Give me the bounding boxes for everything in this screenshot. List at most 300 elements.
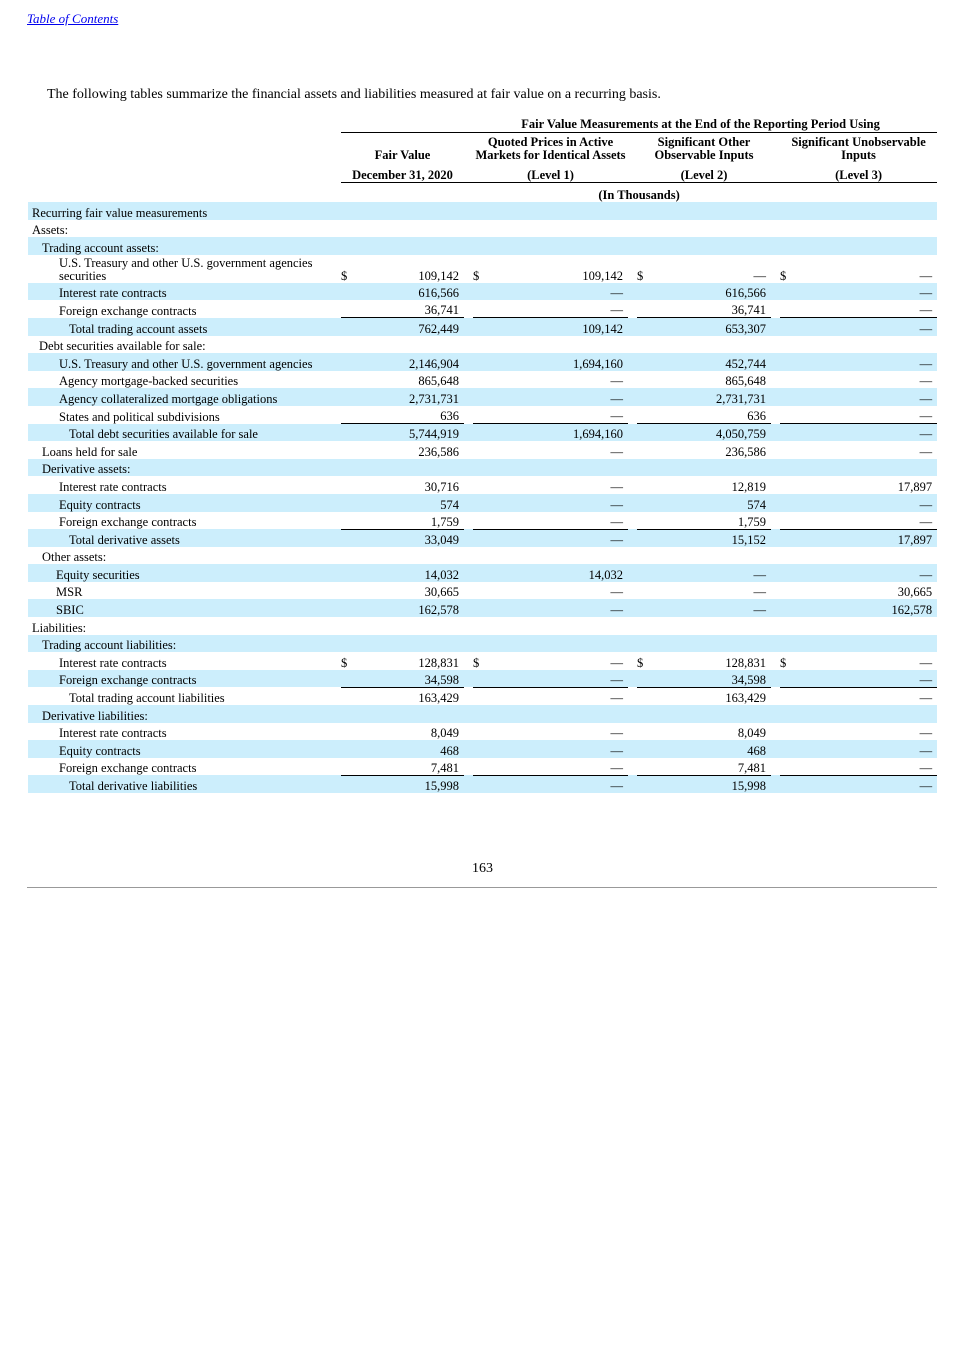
column-gap — [628, 670, 637, 688]
table-row — [28, 564, 937, 582]
value-cell: 468 — [355, 740, 464, 758]
column-gap — [771, 635, 780, 653]
value-cell: — — [487, 740, 628, 758]
currency-symbol — [637, 318, 651, 336]
value-cell: — — [794, 424, 937, 442]
column-gap — [771, 740, 780, 758]
currency-symbol — [637, 723, 651, 741]
value-cell: — — [487, 599, 628, 617]
row-label: States and political subdivisions — [59, 409, 220, 424]
col-level1-title: Quoted Prices in Active Markets for Identical Assets — [475, 135, 626, 162]
column-gap — [464, 617, 473, 635]
table-row — [28, 775, 937, 793]
currency-symbol — [637, 617, 651, 635]
currency-symbol — [341, 635, 355, 653]
column-gap — [771, 459, 780, 477]
currency-symbol — [473, 388, 487, 406]
currency-symbol — [637, 670, 651, 688]
value-cell — [651, 635, 771, 653]
column-gap — [771, 652, 780, 670]
value-cell: — — [753, 585, 766, 600]
header-sub-row — [28, 162, 937, 183]
table-row — [28, 652, 937, 670]
column-gap — [464, 237, 473, 255]
value-cell: 15,152 — [651, 529, 771, 547]
currency-symbol — [341, 547, 355, 565]
value-cell: — — [487, 758, 628, 776]
currency-symbol — [637, 758, 651, 776]
value-cell: 14,032 — [355, 564, 464, 582]
currency-symbol — [473, 512, 487, 530]
column-gap — [464, 406, 473, 424]
col-level3-title: Significant Unobservable Inputs — [791, 135, 926, 162]
currency-symbol — [780, 687, 794, 705]
currency-symbol — [341, 740, 355, 758]
currency-symbol: $ — [780, 655, 787, 670]
currency-symbol — [341, 353, 355, 371]
row-label: Total derivative liabilities — [28, 775, 341, 793]
currency-symbol — [780, 388, 794, 406]
value-cell: 109,142 — [582, 268, 623, 283]
value-cell: — — [919, 655, 933, 670]
value-cell — [651, 336, 771, 354]
currency-symbol — [473, 705, 487, 723]
value-cell: 1,694,160 — [487, 353, 628, 371]
row-label: Total trading account assets — [28, 318, 341, 336]
value-cell: 1,694,160 — [487, 424, 628, 442]
table-row — [28, 476, 937, 494]
column-gap — [628, 336, 637, 354]
currency-symbol — [780, 441, 794, 459]
value-cell: 1,759 — [651, 512, 771, 530]
currency-symbol — [473, 237, 487, 255]
fair-value-table-container — [28, 114, 937, 793]
value-cell: 7,481 — [355, 758, 464, 776]
table-row — [28, 758, 937, 776]
intro-paragraph: The following tables summarize the financial assets and liabilities measured at fair value on a recurring basis. — [47, 87, 661, 102]
column-gap — [771, 687, 780, 705]
currency-symbol — [637, 237, 651, 255]
currency-symbol: $ — [341, 268, 348, 283]
column-gap — [628, 459, 637, 477]
column-gap — [464, 424, 473, 442]
value-cell — [487, 237, 628, 255]
currency-symbol — [341, 476, 355, 494]
table-row — [28, 255, 937, 283]
column-gap — [464, 255, 473, 283]
column-gap — [771, 255, 780, 283]
column-gap — [464, 582, 473, 600]
currency-symbol — [637, 547, 651, 565]
value-cell: 616,566 — [651, 283, 771, 301]
value-cell: 8,049 — [430, 726, 459, 741]
value-cell: 452,744 — [651, 353, 771, 371]
row-label: Interest rate contracts — [59, 726, 167, 741]
currency-symbol — [473, 476, 487, 494]
currency-symbol — [341, 529, 355, 547]
column-gap — [771, 388, 780, 406]
row-label: Foreign exchange contracts — [59, 303, 197, 318]
value-cell — [487, 202, 628, 220]
currency-symbol — [637, 220, 651, 238]
value-cell: — — [919, 268, 933, 283]
currency-symbol — [473, 424, 487, 442]
column-gap — [771, 406, 780, 424]
row-label: Debt securities available for sale: — [39, 339, 206, 354]
column-gap — [771, 564, 780, 582]
value-cell: — — [794, 564, 937, 582]
currency-symbol — [341, 371, 355, 389]
currency-symbol — [473, 406, 487, 424]
value-cell: 12,819 — [731, 479, 766, 494]
value-cell — [355, 336, 464, 354]
value-cell: — — [919, 726, 933, 741]
currency-symbol — [473, 758, 487, 776]
value-cell: — — [794, 670, 937, 688]
currency-symbol — [780, 300, 794, 318]
currency-symbol: $ — [637, 268, 644, 283]
currency-symbol — [473, 202, 487, 220]
currency-symbol — [473, 220, 487, 238]
column-gap — [464, 202, 473, 220]
value-cell: — — [794, 300, 937, 318]
column-gap — [628, 220, 637, 238]
column-gap — [628, 237, 637, 255]
value-cell: — — [794, 283, 937, 301]
currency-symbol — [341, 202, 355, 220]
currency-symbol — [473, 353, 487, 371]
column-gap — [628, 687, 637, 705]
currency-symbol — [637, 582, 651, 600]
row-label: Trading account liabilities: — [28, 635, 341, 653]
value-cell — [651, 202, 771, 220]
column-gap — [628, 740, 637, 758]
value-cell — [794, 705, 937, 723]
currency-symbol — [780, 476, 794, 494]
currency-symbol — [637, 353, 651, 371]
value-cell — [355, 220, 464, 238]
column-gap — [771, 202, 780, 220]
header-group-row — [28, 114, 937, 133]
column-gap — [628, 617, 637, 635]
value-cell: — — [487, 529, 628, 547]
column-gap — [771, 371, 780, 389]
value-cell: — — [794, 353, 937, 371]
currency-symbol — [780, 494, 794, 512]
column-gap — [771, 283, 780, 301]
currency-symbol — [473, 687, 487, 705]
currency-symbol — [780, 775, 794, 793]
table-row — [28, 512, 937, 530]
currency-symbol — [637, 705, 651, 723]
currency-symbol — [780, 512, 794, 530]
table-row — [28, 582, 937, 600]
currency-symbol — [341, 599, 355, 617]
row-label: Foreign exchange contracts — [59, 761, 197, 776]
column-gap — [771, 599, 780, 617]
column-gap — [464, 652, 473, 670]
column-gap — [464, 371, 473, 389]
table-row — [28, 687, 937, 705]
value-cell: 34,598 — [355, 670, 464, 688]
units-label: (In Thousands) — [598, 188, 680, 202]
currency-symbol — [780, 406, 794, 424]
currency-symbol — [780, 283, 794, 301]
column-gap — [628, 723, 637, 741]
currency-symbol — [637, 564, 651, 582]
currency-symbol — [780, 459, 794, 477]
currency-symbol — [637, 371, 651, 389]
currency-symbol — [473, 740, 487, 758]
currency-symbol — [780, 529, 794, 547]
currency-symbol — [341, 300, 355, 318]
value-cell — [794, 635, 937, 653]
table-row — [28, 406, 937, 424]
currency-symbol — [780, 318, 794, 336]
currency-symbol — [473, 459, 487, 477]
currency-symbol — [341, 283, 355, 301]
column-gap — [464, 687, 473, 705]
value-cell: — — [919, 374, 933, 389]
table-of-contents-link[interactable]: Table of Contents — [27, 11, 119, 26]
currency-symbol — [780, 220, 794, 238]
value-cell: 468 — [651, 740, 771, 758]
table-row — [28, 300, 937, 318]
currency-symbol — [780, 564, 794, 582]
value-cell: 109,142 — [487, 318, 628, 336]
value-cell: 636 — [651, 406, 771, 424]
section-row — [28, 336, 937, 354]
row-label: Equity securities — [28, 564, 341, 582]
value-cell: — — [794, 406, 937, 424]
column-gap — [464, 564, 473, 582]
section-row — [28, 705, 937, 723]
value-cell — [651, 220, 771, 238]
value-cell: — — [487, 670, 628, 688]
column-gap — [771, 670, 780, 688]
value-cell: 236,586 — [418, 444, 459, 459]
value-cell — [355, 237, 464, 255]
value-cell — [355, 547, 464, 565]
value-cell: 2,731,731 — [651, 388, 771, 406]
currency-symbol: $ — [473, 268, 480, 283]
column-gap — [771, 441, 780, 459]
column-gap — [464, 512, 473, 530]
currency-symbol — [780, 353, 794, 371]
value-cell: — — [487, 494, 628, 512]
column-gap — [771, 775, 780, 793]
currency-symbol — [341, 406, 355, 424]
column-gap — [464, 388, 473, 406]
page-divider — [27, 887, 937, 888]
value-cell: 636 — [355, 406, 464, 424]
column-gap — [628, 441, 637, 459]
value-cell: 30,716 — [424, 479, 459, 494]
value-cell — [794, 459, 937, 477]
value-cell: — — [487, 775, 628, 793]
column-gap — [464, 476, 473, 494]
table-row — [28, 424, 937, 442]
currency-symbol — [473, 564, 487, 582]
currency-symbol — [341, 617, 355, 635]
table-row — [28, 494, 937, 512]
currency-symbol — [341, 758, 355, 776]
column-gap — [464, 599, 473, 617]
column-gap — [628, 371, 637, 389]
currency-symbol — [637, 494, 651, 512]
column-gap — [464, 336, 473, 354]
currency-symbol — [473, 723, 487, 741]
row-label: Loans held for sale — [42, 444, 138, 459]
value-cell: — — [919, 691, 933, 706]
column-gap — [628, 775, 637, 793]
currency-symbol — [637, 406, 651, 424]
value-cell — [355, 459, 464, 477]
value-cell: 36,741 — [355, 300, 464, 318]
currency-symbol — [637, 512, 651, 530]
value-cell: 1,759 — [355, 512, 464, 530]
column-gap — [628, 758, 637, 776]
column-gap — [771, 336, 780, 354]
header-group-title: Fair Value Measurements at the End of the Reporting Period Using — [464, 114, 937, 133]
currency-symbol — [637, 459, 651, 477]
value-cell: 2,731,731 — [355, 388, 464, 406]
column-gap — [771, 424, 780, 442]
currency-symbol — [473, 599, 487, 617]
currency-symbol: $ — [473, 655, 480, 670]
currency-symbol — [473, 582, 487, 600]
row-label: Total trading account liabilities — [69, 691, 225, 706]
value-cell: 128,831 — [725, 655, 766, 670]
currency-symbol — [473, 617, 487, 635]
value-cell: 762,449 — [355, 318, 464, 336]
column-gap — [771, 476, 780, 494]
currency-symbol — [473, 371, 487, 389]
column-gap — [771, 617, 780, 635]
value-cell: — — [610, 444, 623, 459]
value-cell: — — [753, 268, 766, 283]
currency-symbol — [637, 202, 651, 220]
column-gap — [628, 406, 637, 424]
currency-symbol — [341, 670, 355, 688]
col-level1-sub: (Level 1) — [473, 162, 628, 183]
column-gap — [771, 723, 780, 741]
value-cell — [355, 705, 464, 723]
section-row — [28, 237, 937, 255]
currency-symbol — [780, 547, 794, 565]
row-label: Derivative assets: — [28, 459, 341, 477]
table-row — [28, 529, 937, 547]
col-level3-sub: (Level 3) — [780, 162, 937, 183]
column-gap — [464, 353, 473, 371]
column-gap — [628, 582, 637, 600]
row-label: Total debt securities available for sale — [28, 424, 341, 442]
value-cell — [487, 336, 628, 354]
column-gap — [628, 476, 637, 494]
column-gap — [628, 529, 637, 547]
value-cell: 4,050,759 — [651, 424, 771, 442]
table-row — [28, 318, 937, 336]
value-cell: 128,831 — [418, 655, 459, 670]
row-label: Interest rate contracts — [59, 479, 167, 494]
row-label: Other assets: — [42, 550, 107, 565]
currency-symbol — [780, 371, 794, 389]
currency-symbol — [637, 740, 651, 758]
table-row — [28, 388, 937, 406]
value-cell: — — [487, 300, 628, 318]
units-row — [28, 183, 937, 203]
value-cell: — — [487, 283, 628, 301]
col-level2-title: Significant Other Observable Inputs — [654, 135, 754, 162]
column-gap — [628, 599, 637, 617]
column-gap — [628, 635, 637, 653]
fair-value-table — [28, 114, 937, 793]
column-gap — [628, 388, 637, 406]
section-row — [28, 202, 937, 220]
currency-symbol — [341, 318, 355, 336]
column-gap — [628, 652, 637, 670]
currency-symbol — [341, 512, 355, 530]
row-label: Equity contracts — [28, 494, 341, 512]
currency-symbol — [780, 670, 794, 688]
value-cell: 5,744,919 — [355, 424, 464, 442]
value-cell: — — [487, 512, 628, 530]
currency-symbol — [780, 582, 794, 600]
value-cell: — — [919, 444, 933, 459]
value-cell: — — [794, 758, 937, 776]
currency-symbol — [341, 336, 355, 354]
currency-symbol — [341, 424, 355, 442]
column-gap — [464, 441, 473, 459]
currency-symbol — [473, 494, 487, 512]
row-label: Interest rate contracts — [28, 283, 341, 301]
value-cell: — — [487, 406, 628, 424]
currency-symbol — [637, 529, 651, 547]
value-cell: 109,142 — [418, 268, 459, 283]
currency-symbol — [341, 441, 355, 459]
value-cell: — — [610, 655, 623, 670]
column-gap — [464, 723, 473, 741]
value-cell — [487, 617, 628, 635]
value-cell: 865,648 — [418, 374, 459, 389]
currency-symbol — [473, 775, 487, 793]
currency-symbol — [341, 564, 355, 582]
table-row — [28, 723, 937, 741]
row-label: Foreign exchange contracts — [59, 515, 197, 530]
value-cell: 574 — [355, 494, 464, 512]
currency-symbol — [473, 547, 487, 565]
row-label: Agency mortgage-backed securities — [59, 374, 239, 389]
value-cell: 30,665 — [424, 585, 459, 600]
value-cell: 2,146,904 — [355, 353, 464, 371]
value-cell: 17,897 — [897, 479, 933, 494]
value-cell: 8,049 — [737, 726, 766, 741]
column-gap — [771, 705, 780, 723]
currency-symbol — [341, 705, 355, 723]
page-number: 163 — [472, 861, 493, 876]
value-cell: — — [610, 691, 623, 706]
column-gap — [464, 670, 473, 688]
currency-symbol — [780, 617, 794, 635]
column-gap — [628, 300, 637, 318]
currency-symbol — [341, 237, 355, 255]
value-cell: — — [794, 740, 937, 758]
column-gap — [464, 494, 473, 512]
currency-symbol — [341, 220, 355, 238]
col-fair-value-date: December 31, 2020 — [341, 162, 464, 183]
table-row — [28, 353, 937, 371]
section-row — [28, 547, 937, 565]
